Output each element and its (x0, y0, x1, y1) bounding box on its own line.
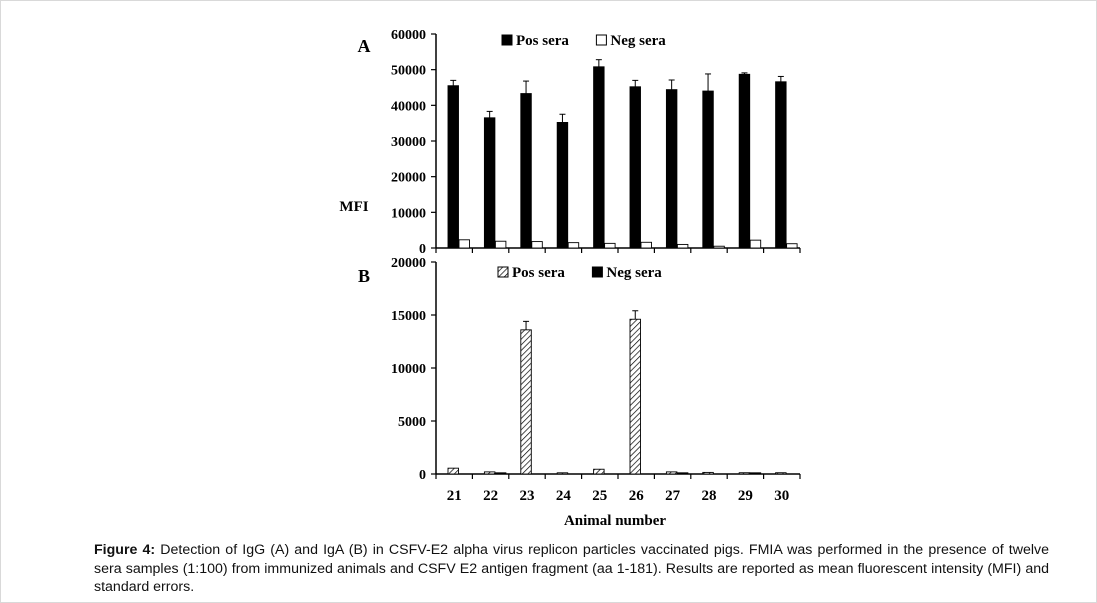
y-tick-label: 5000 (398, 415, 426, 430)
bar-pos-sera (484, 118, 495, 248)
bar-pos-sera (703, 472, 714, 474)
bar-neg-sera (787, 244, 798, 248)
bar-neg-sera (605, 243, 616, 248)
x-tick-label: 27 (665, 488, 681, 504)
legend-label: Neg sera (610, 33, 666, 49)
figure-caption (94, 541, 1049, 597)
panel-label: A (357, 36, 371, 56)
bar-neg-sera (714, 246, 725, 248)
y-tick-label: 15000 (391, 309, 426, 324)
x-tick-label: 26 (628, 488, 644, 504)
bar-neg-sera (641, 242, 652, 248)
bar-neg-sera (750, 240, 761, 248)
bar-pos-sera (557, 473, 568, 474)
y-tick-label: 50000 (391, 63, 426, 79)
x-tick-label: 22 (483, 488, 499, 504)
caption-label: Figure 4: (94, 542, 156, 558)
y-tick-label: 60000 (391, 28, 426, 43)
legend-swatch (498, 267, 508, 277)
bar-neg-sera (495, 241, 506, 248)
x-tick-label: 24 (555, 488, 571, 504)
bar-pos-sera (484, 472, 495, 474)
x-tick-label: 28 (701, 488, 717, 504)
legend-swatch (596, 35, 606, 45)
y-tick-label: 30000 (391, 135, 426, 150)
y-tick-label: 20000 (391, 170, 426, 186)
bar-pos-sera (666, 90, 677, 248)
bar-pos-sera (630, 87, 641, 248)
y-tick-label: 0 (419, 242, 426, 257)
x-axis-title: Animal number (563, 513, 667, 529)
legend-swatch (502, 35, 512, 45)
y-tick-label: 40000 (391, 99, 426, 115)
legend-label: Neg sera (606, 265, 662, 281)
bar-pos-sera (594, 469, 605, 474)
bar-pos-sera (448, 468, 459, 474)
legend-swatch (592, 267, 602, 277)
bar-pos-sera (630, 319, 641, 474)
y-tick-label: 0 (419, 468, 426, 483)
bar-pos-sera (448, 86, 459, 248)
panel-b-chart (358, 256, 800, 529)
bar-pos-sera (739, 473, 750, 474)
bar-neg-sera (677, 473, 688, 474)
x-tick-label: 23 (519, 488, 535, 504)
bar-pos-sera (557, 122, 568, 248)
x-tick-label: 29 (737, 488, 753, 504)
bar-pos-sera (521, 330, 532, 474)
legend-label: Pos sera (512, 265, 565, 281)
y-tick-label: 10000 (391, 362, 426, 377)
caption-text: Detection of IgG (A) and IgA (B) in CSFV-E2 alpha virus replicon particles vaccinated pigs. FMIA was performed in the presence of twelve sera samples (1:100) from immunized animals and CSFV E2 antigen fragment (aa 1-181). Results are reported as mean fluorescent intensity (MFI) and standard errors. (94, 542, 1049, 595)
y-axis-title: MFI (339, 199, 369, 215)
bar-neg-sera (532, 242, 543, 248)
y-tick-label: 20000 (391, 256, 426, 271)
bar-neg-sera (677, 244, 688, 248)
panel-label: B (357, 266, 371, 286)
legend-label: Pos sera (516, 33, 569, 49)
x-tick-label: 21 (446, 488, 462, 504)
bar-neg-sera (568, 243, 579, 248)
bar-pos-sera (594, 67, 605, 248)
bar-neg-sera (495, 473, 506, 474)
bar-pos-sera (521, 94, 532, 248)
bar-neg-sera (750, 473, 761, 474)
bar-pos-sera (776, 473, 787, 474)
x-tick-label: 25 (592, 488, 608, 504)
bar-neg-sera (459, 240, 470, 248)
bar-pos-sera (776, 82, 787, 248)
bar-pos-sera (703, 91, 714, 248)
y-tick-label: 10000 (391, 206, 426, 222)
panel-a-chart (339, 28, 800, 257)
bar-pos-sera (739, 74, 750, 248)
bar-pos-sera (666, 472, 677, 474)
x-tick-label: 30 (774, 488, 790, 504)
